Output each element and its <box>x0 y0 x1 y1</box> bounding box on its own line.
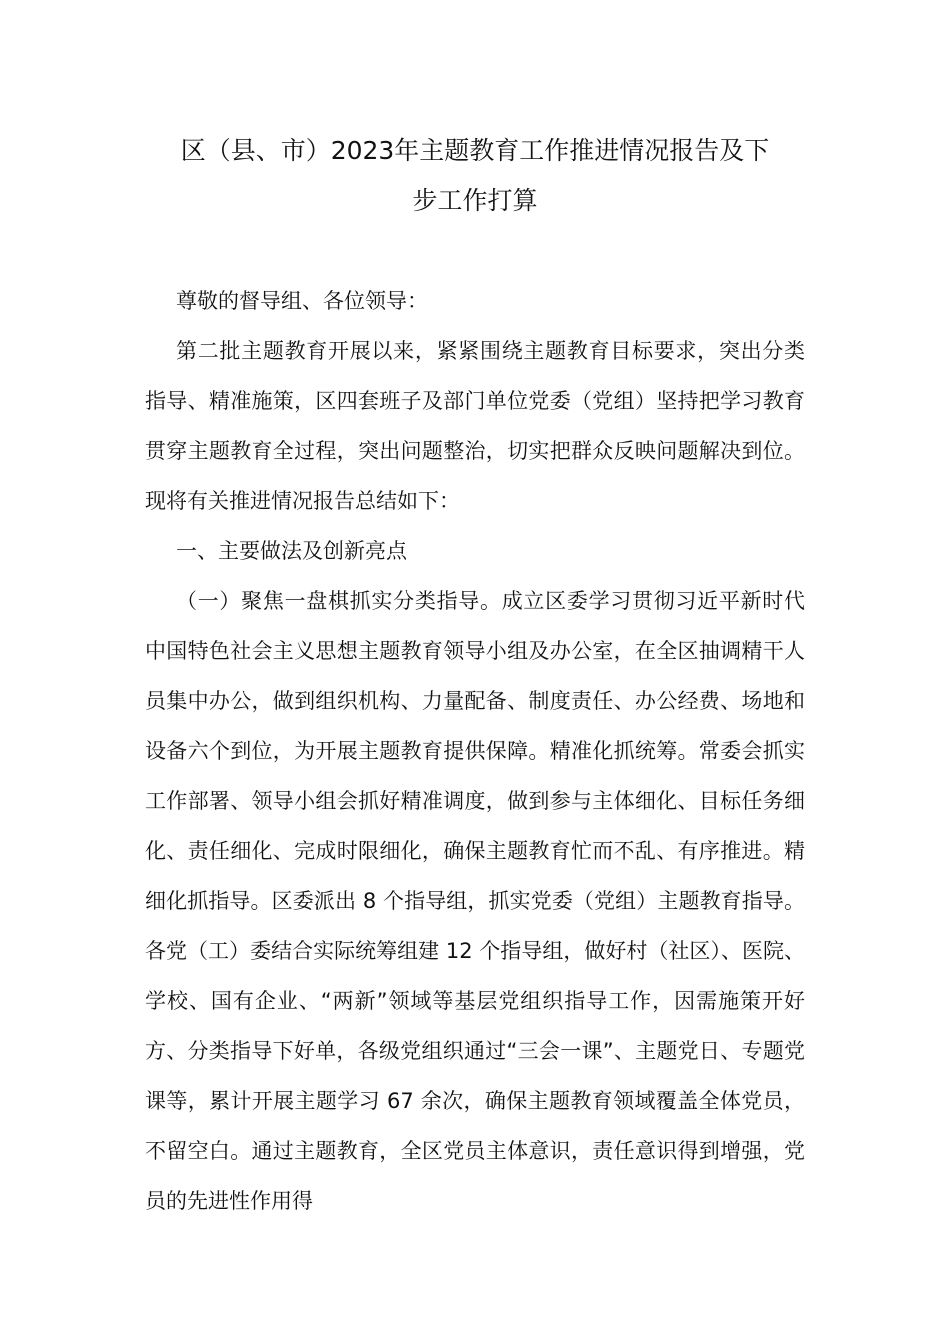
section-paragraph: （一）聚焦一盘棋抓实分类指导。成立区委学习贯彻习近平新时代中国特色社会主义思想主题教育领导小组及办公室，在全区抽调精干人员集中办公，做到组织机构、力量配备、制度责任、办公经费、场地和设备六个到位，为开展主题教育提供保障。精准化抓统筹。常委会抓实工作部署、领导小组会抓好精准调度，做到参与主体细化、目标任务细化、责任细化、完成时限细化，确保主题教育忙而不乱、有序推进。精细化抓指导。区委派出 8 个指导组，抓实党委（党组）主题教育指导。各党（工）委结合实际统筹组建 12 个指导组，做好村（社区）、医院、学校、国有企业、“两新”领域等基层党组织指导工作，因需施策开好方、分类指导下好单，各级党组织通过“三会一课”、主题党日、专题党课等，累计开展主题学习 67 余次，确保主题教育领域覆盖全体党员，不留空白。通过主题教育，全区党员主体意识，责任意识得到增强，党员的先进性作用得 <box>145 589 805 1213</box>
document-body <box>145 276 805 1226</box>
title-line-2: 步工作打算 <box>412 186 538 215</box>
section-heading: 一、主要做法及创新亮点 <box>176 539 407 563</box>
intro-paragraph: 第二批主题教育开展以来，紧紧围绕主题教育目标要求，突出分类指导、精准施策，区四套班子及部门单位党委（党组）坚持把学习教育贯穿主题教育全过程，突出问题整治，切实把群众反映问题解决到位。现将有关推进情况报告总结如下： <box>145 339 805 513</box>
title-line-1: 区（县、市）2023年主题教育工作推进情况报告及下 <box>180 136 770 165</box>
salutation: 尊敬的督导组、各位领导： <box>176 289 428 313</box>
document-title <box>145 126 805 226</box>
